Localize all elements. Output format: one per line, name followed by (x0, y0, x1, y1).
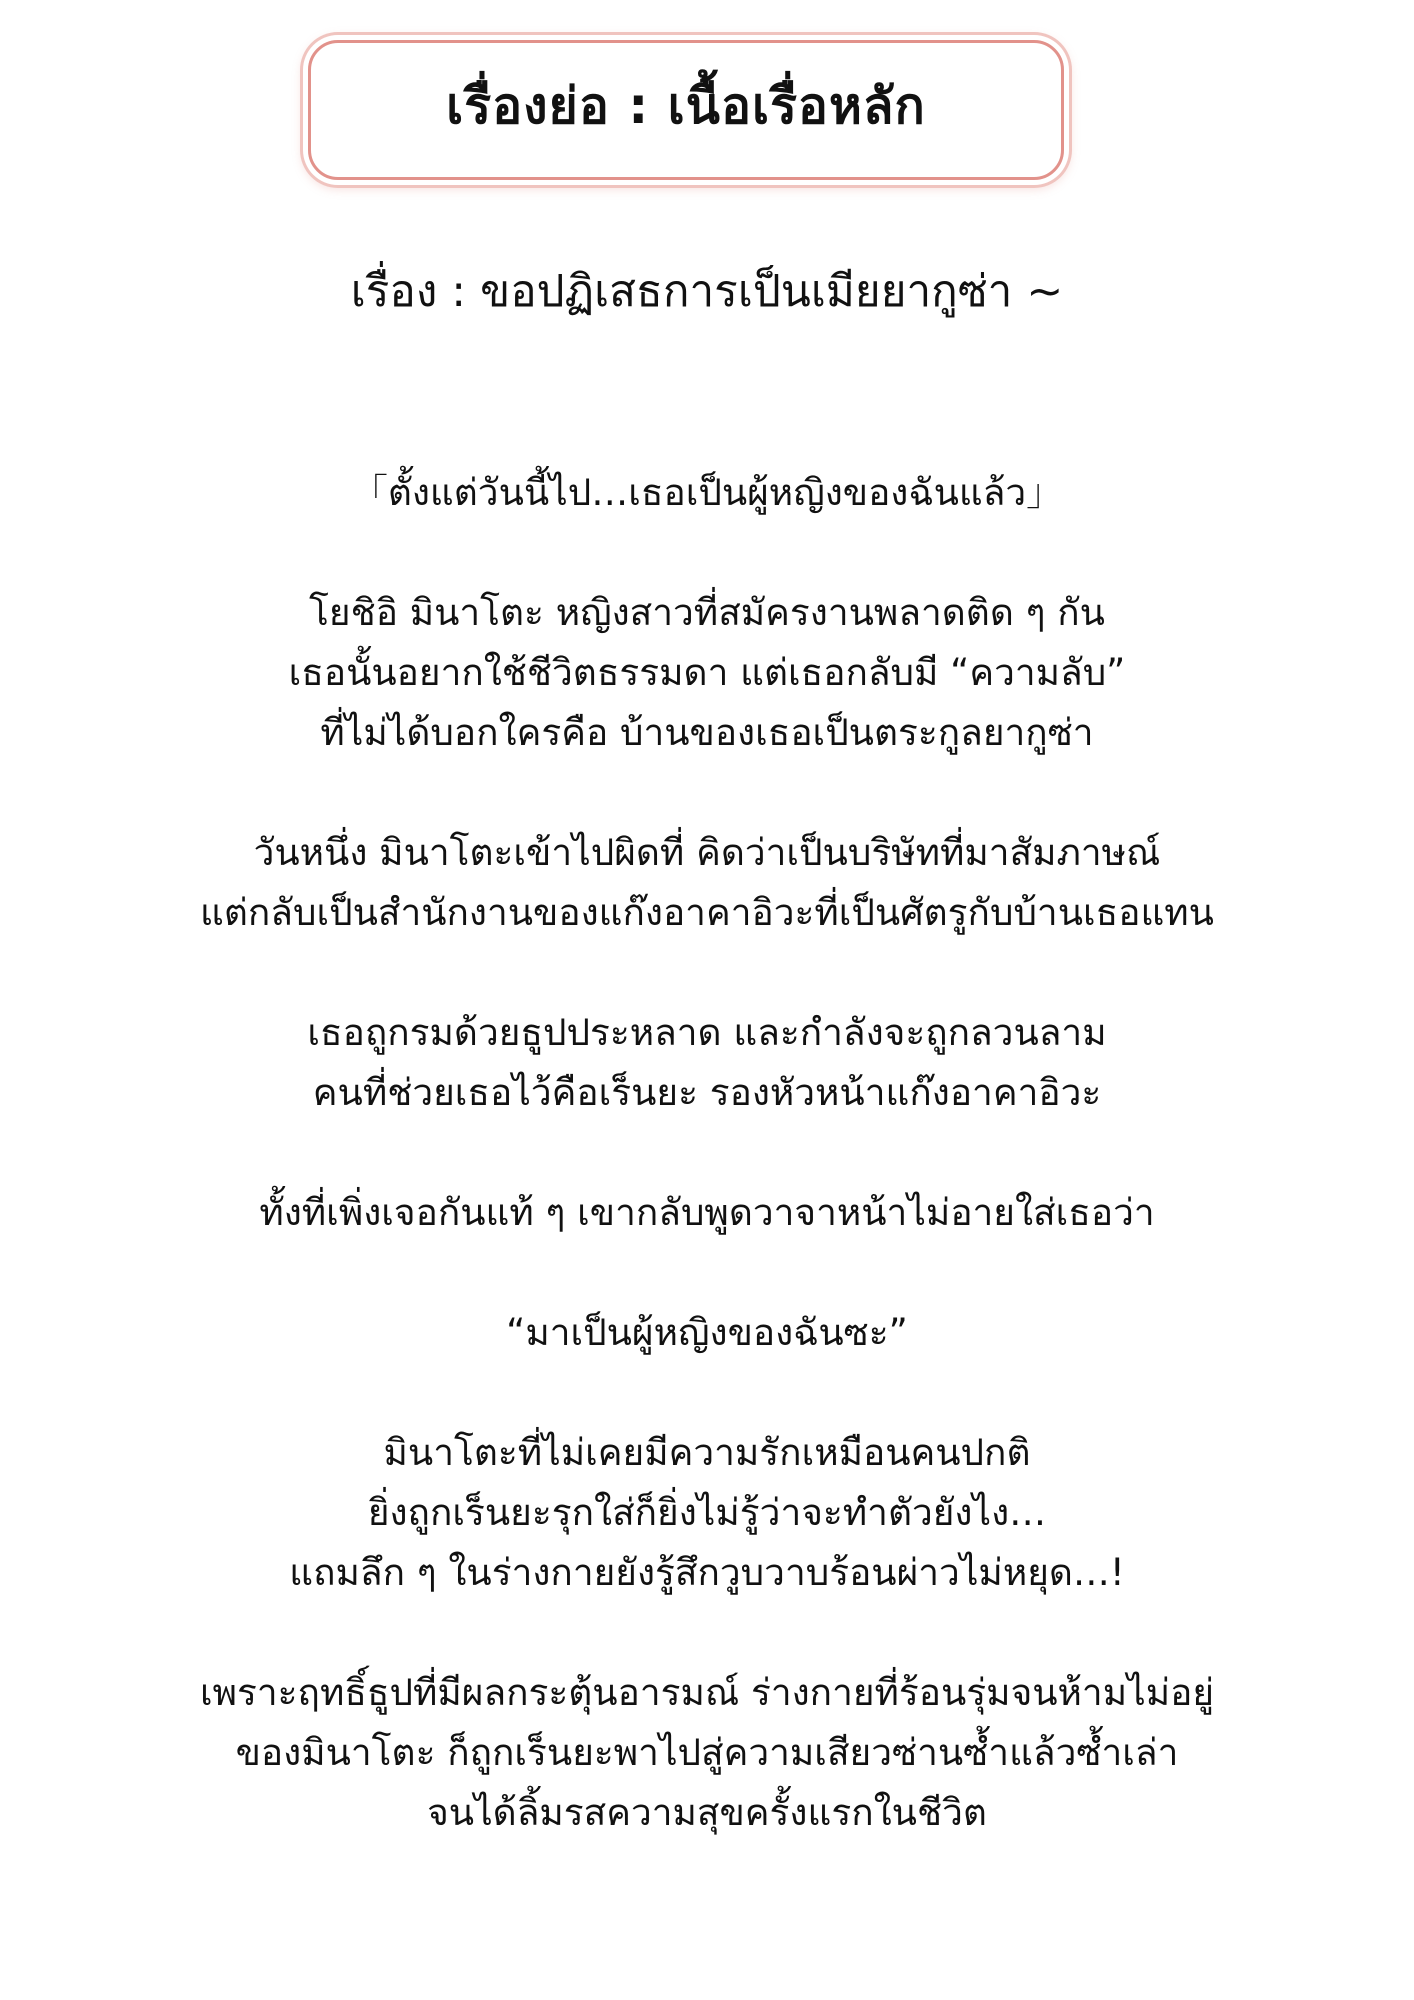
synopsis-paragraph (40, 583, 1374, 763)
synopsis-line: โยชิอิ มินาโตะ หญิงสาวที่สมัครงานพลาดติด ๆ กัน (309, 591, 1105, 634)
synopsis-paragraph (40, 463, 1374, 523)
synopsis-paragraph (40, 1183, 1374, 1243)
header-title-box (308, 40, 1064, 180)
synopsis-line: ที่ไม่ได้บอกใครคือ บ้านของเธอเป็นตระกูลยากูซ่า (320, 711, 1094, 754)
story-title: เรื่อง : ขอปฏิเสธการเป็นเมียยากูซ่า ~ (350, 266, 1064, 317)
synopsis-line: มินาโตะที่ไม่เคยมีความรักเหมือนคนปกติ (383, 1431, 1031, 1474)
synopsis-paragraph (40, 823, 1374, 943)
synopsis-paragraph (40, 1303, 1374, 1363)
synopsis-line: วันหนึ่ง มินาโตะเข้าไปผิดที่ คิดว่าเป็นบริษัทที่มาสัมภาษณ์ (253, 831, 1161, 874)
synopsis-line: เธอนั้นอยากใช้ชีวิตธรรมดา แต่เธอกลับมี “ความลับ” (288, 651, 1126, 694)
synopsis-text (40, 463, 1374, 1903)
synopsis-line: คนที่ช่วยเธอไว้คือเร็นยะ รองหัวหน้าแก๊งอาคาอิวะ (312, 1071, 1102, 1114)
page-title: เรื่องย่อ : เนื้อเรื่อหลัก (446, 76, 926, 135)
synopsis-line: 「ตั้งแต่วันนี้ไป…เธอเป็นผู้หญิงของฉันแล้ว」 (350, 471, 1064, 514)
synopsis-line: “มาเป็นผู้หญิงของฉันซะ” (506, 1311, 908, 1354)
synopsis-line: เธอถูกรมด้วยธูปประหลาด และกำลังจะถูกลวนลาม (307, 1011, 1107, 1054)
synopsis-line: ทั้งที่เพิ่งเจอกันแท้ ๆ เขากลับพูดวาจาหน้าไม่อายใส่เธอว่า (259, 1191, 1155, 1234)
synopsis-paragraph (40, 1663, 1374, 1843)
synopsis-line: ยิ่งถูกเร็นยะรุกใส่ก็ยิ่งไม่รู้ว่าจะทำตัวยังไง… (367, 1491, 1047, 1534)
synopsis-line: แต่กลับเป็นสำนักงานของแก๊งอาคาอิวะที่เป็นศัตรูกับบ้านเธอแทน (200, 891, 1214, 934)
synopsis-line: ของมินาโตะ ก็ถูกเร็นยะพาไปสู่ความเสียวซ่านซ้ำแล้วซ้ำเล่า (235, 1731, 1179, 1774)
synopsis-line: แถมลึก ๆ ในร่างกายยังรู้สึกวูบวาบร้อนผ่าวไม่หยุด…! (289, 1551, 1125, 1594)
synopsis-paragraph (40, 1003, 1374, 1123)
synopsis-line: จนได้ลิ้มรสความสุขครั้งแรกในชีวิต (427, 1791, 987, 1834)
synopsis-line: เพราะฤทธิ์ธูปที่มีผลกระตุ้นอารมณ์ ร่างกายที่ร้อนรุ่มจนห้ามไม่อยู่ (200, 1671, 1214, 1714)
synopsis-paragraph (40, 1423, 1374, 1603)
